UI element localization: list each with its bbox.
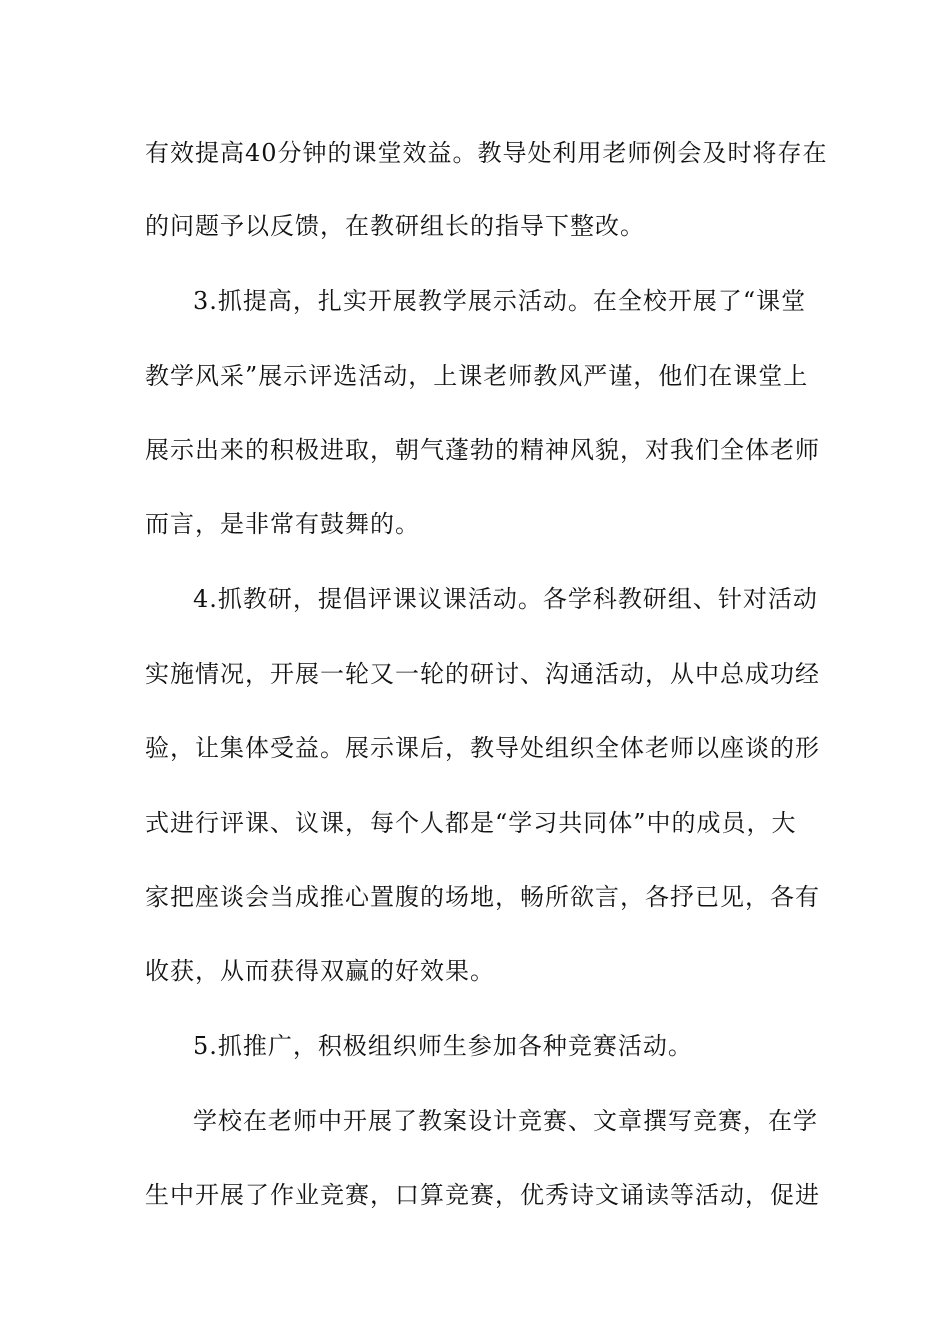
text-line: 收获，从而获得双赢的好效果。 bbox=[145, 957, 495, 985]
text-line: 家把座谈会当成推心置腹的场地，畅所欲言，各抒已见，各有 bbox=[145, 883, 820, 911]
text-line: 生中开展了作业竞赛，口算竞赛，优秀诗文诵读等活动，促进 bbox=[145, 1181, 820, 1209]
text-line: 有效提高40分钟的课堂效益。教导处利用老师例会及时将存在 bbox=[145, 139, 828, 167]
paragraph-heading: 4.抓教研，提倡评课议课活动。各学科教研组、针对活动 bbox=[193, 585, 818, 613]
text-line: 验，让集体受益。展示课后，教导处组织全体老师以座谈的形 bbox=[145, 734, 820, 762]
text-line: 教学风采”展示评选活动，上课老师教风严谨，他们在课堂上 bbox=[145, 362, 809, 390]
text-line: 展示出来的积极进取，朝气蓬勃的精神风貌，对我们全体老师 bbox=[145, 436, 820, 464]
text-line: 的问题予以反馈，在教研组长的指导下整改。 bbox=[145, 212, 645, 240]
text-line: 而言，是非常有鼓舞的。 bbox=[145, 510, 420, 538]
paragraph-heading: 5.抓推广，积极组织师生参加各种竞赛活动。 bbox=[193, 1032, 693, 1060]
text-line: 实施情况，开展一轮又一轮的研讨、沟通活动，从中总成功经 bbox=[145, 660, 820, 688]
text-line: 学校在老师中开展了教案设计竞赛、文章撰写竞赛，在学 bbox=[193, 1107, 818, 1135]
paragraph-heading: 3.抓提高，扎实开展教学展示活动。在全校开展了“课堂 bbox=[193, 287, 807, 315]
text-line: 式进行评课、议课，每个人都是“学习共同体”中的成员，大 bbox=[145, 809, 797, 837]
